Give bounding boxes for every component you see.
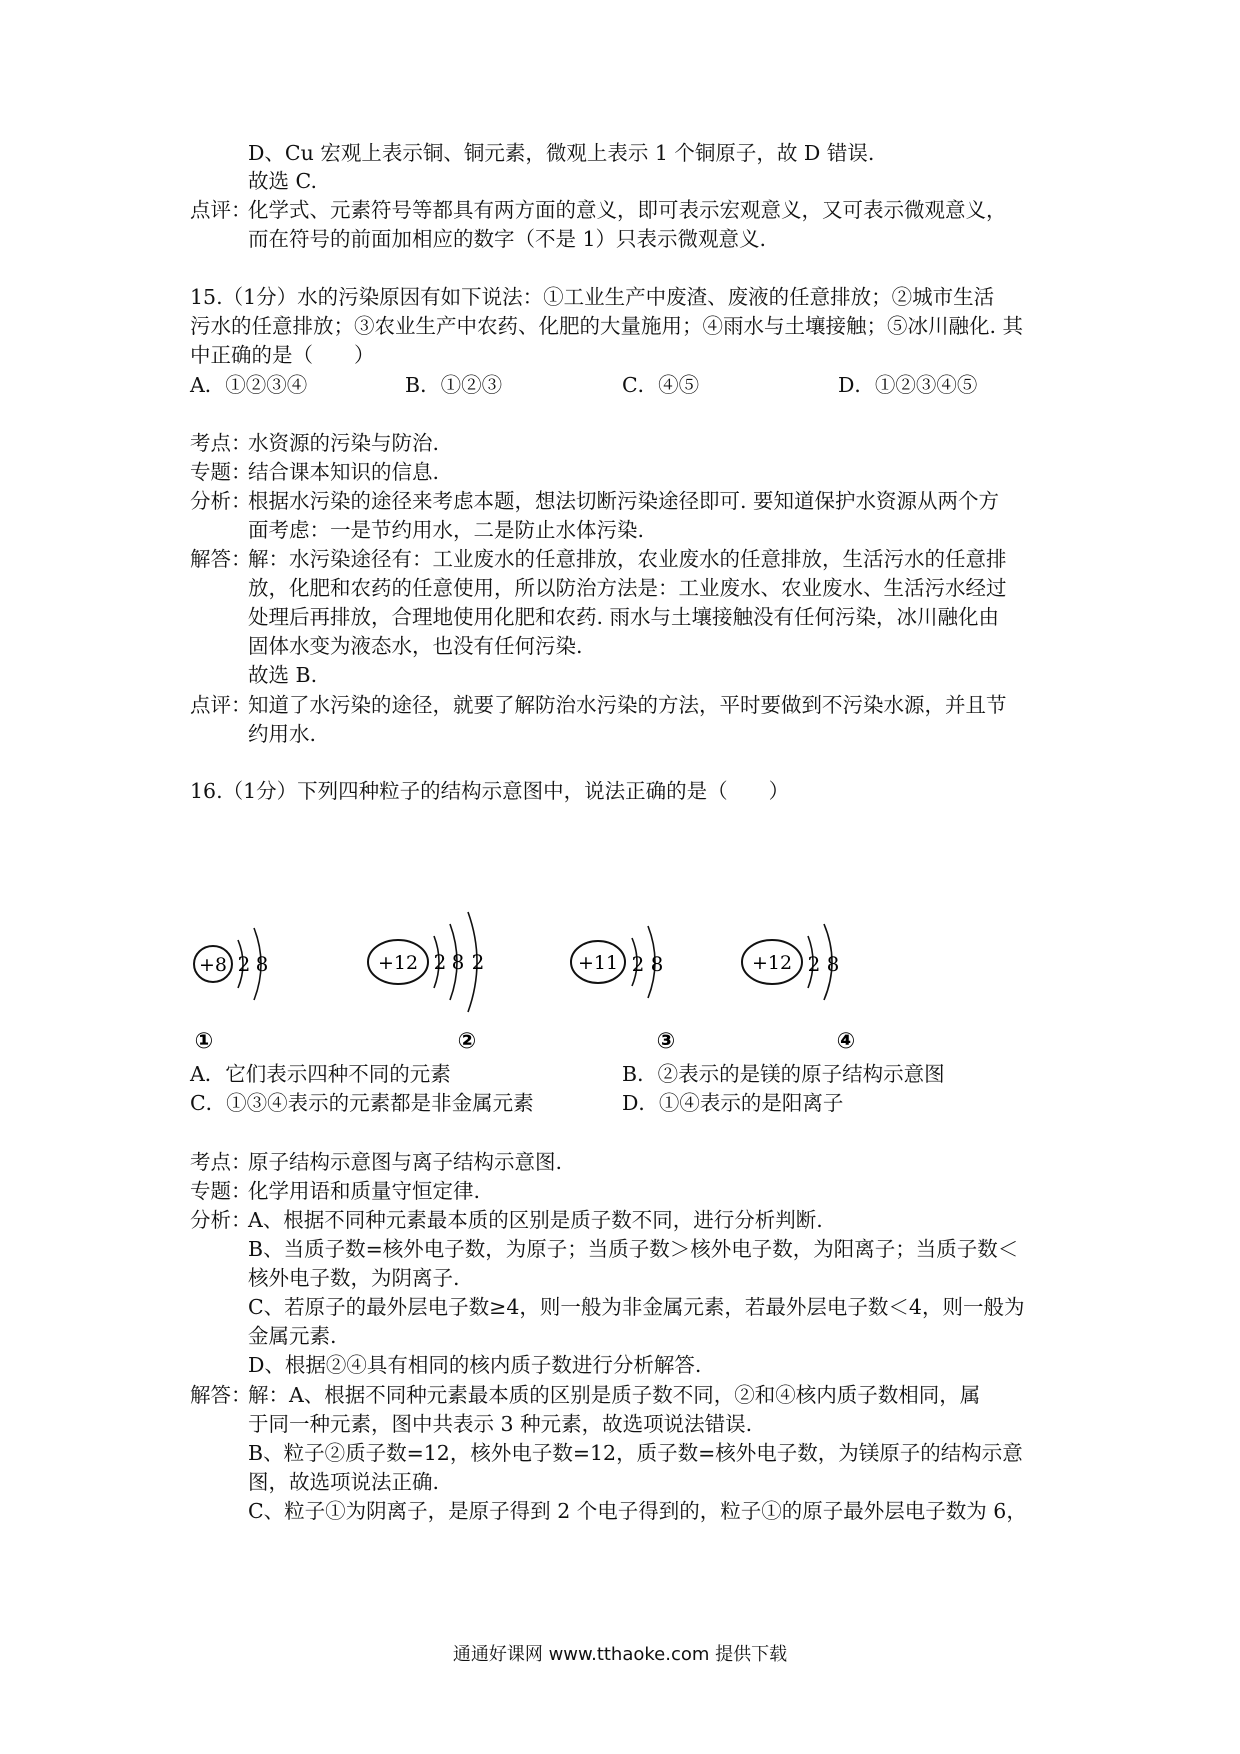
q16-kaodian-label: 考点： bbox=[190, 1150, 252, 1174]
q16-jieda-line-1: 解：A、根据不同种元素最本质的区别是质子数不同，②和④核内质子数相同，属 bbox=[248, 1383, 981, 1407]
q15-jieda-line-1: 解：水污染途径有：工业废水的任意排放，农业废水的任意排放，生活污水的任意排 bbox=[248, 547, 1007, 571]
q16-stem: 16.（1分）下列四种粒子的结构示意图中，说法正确的是（ ） bbox=[190, 779, 790, 803]
q15-stem-line-2: 污水的任意排放；③农业生产中农药、化肥的大量施用；④雨水与土壤接触；⑤冰川融化. 其 bbox=[190, 314, 1024, 338]
q15-jieda-line-3: 处理后再排放，合理地使用化肥和农药. 雨水与土壤接触没有任何污染，冰川融化由 bbox=[248, 605, 1000, 629]
particle-2-diagram bbox=[368, 912, 484, 1054]
particle-3-shell-2: 8 bbox=[650, 952, 664, 976]
q16-jieda-line-2: 于同一种元素，图中共表示 3 种元素，故选项说法错误. bbox=[248, 1412, 753, 1436]
q16-zhuanti: 化学用语和质量守恒定律. bbox=[248, 1179, 481, 1203]
q16-kaodian: 原子结构示意图与离子结构示意图. bbox=[248, 1150, 563, 1174]
q16-jieda-line-3: B、粒子②质子数=12，核外电子数=12，质子数=核外电子数，为镁原子的结构示意 bbox=[248, 1441, 1023, 1465]
particle-2-shell-1: 2 bbox=[433, 950, 447, 974]
q16-option-b: B．②表示的是镁的原子结构示意图 bbox=[622, 1062, 945, 1086]
q16-fenxi-line-1: A、根据不同种元素最本质的区别是质子数不同，进行分析判断. bbox=[248, 1208, 823, 1232]
particle-4-shell-2: 8 bbox=[826, 952, 840, 976]
particle-2-shell-3: 2 bbox=[471, 950, 485, 974]
prev-d-line: D、Cu 宏观上表示铜、铜元素，微观上表示 1 个铜原子，故 D 错误. bbox=[248, 141, 875, 165]
q15-fenxi-line-2: 面考虑：一是节约用水，二是防止水体污染. bbox=[248, 518, 645, 542]
q15-jieda-line-4: 固体水变为液态水，也没有任何污染. bbox=[248, 634, 583, 658]
q16-fenxi-line-2: B、当质子数=核外电子数，为原子；当质子数＞核外电子数，为阳离子；当质子数＜ bbox=[248, 1237, 1019, 1261]
particle-1-nucleus: +8 bbox=[198, 954, 228, 976]
q16-fenxi-line-4: C、若原子的最外层电子数≥4，则一般为非金属元素，若最外层电子数＜4，则一般为 bbox=[248, 1295, 1025, 1319]
particle-4-label: ④ bbox=[836, 1029, 856, 1054]
particle-3-diagram bbox=[571, 926, 675, 1054]
prev-comment-label: 点评： bbox=[190, 198, 252, 222]
q15-dianping-line-1: 知道了水污染的途径，就要了解防治水污染的方法，平时要做到不污染水源，并且节 bbox=[248, 693, 1007, 717]
particle-2-nucleus: +12 bbox=[377, 952, 419, 974]
q15-jieda-line-2: 放，化肥和农药的任意使用，所以防治方法是：工业废水、农业废水、生活污水经过 bbox=[248, 576, 1007, 600]
particle-2-label: ② bbox=[457, 1029, 477, 1054]
q15-stem-line-3: 中正确的是（ ） bbox=[190, 343, 375, 367]
q15-stem-line-1: 15.（1分）水的污染原因有如下说法：①工业生产中废渣、废液的任意排放；②城市生活 bbox=[190, 285, 995, 309]
particle-2-shell-2: 8 bbox=[451, 950, 465, 974]
q15-jieda-label: 解答： bbox=[190, 547, 252, 571]
particle-1-shell-1: 2 bbox=[237, 952, 251, 976]
q16-fenxi-line-6: D、根据②④具有相同的核内质子数进行分析解答. bbox=[248, 1353, 702, 1377]
particle-1-label: ① bbox=[194, 1029, 214, 1054]
prev-choose: 故选 C. bbox=[248, 169, 317, 193]
q16-fenxi-label: 分析： bbox=[190, 1208, 252, 1232]
q15-option-d: D．①②③④⑤ bbox=[838, 373, 978, 397]
q15-option-c: C．④⑤ bbox=[622, 373, 700, 397]
q16-option-a: A．它们表示四种不同的元素 bbox=[190, 1062, 451, 1086]
q16-jieda-label: 解答： bbox=[190, 1383, 252, 1407]
q16-jieda-line-5: C、粒子①为阴离子，是原子得到 2 个电子得到的，粒子①的原子最外层电子数为 6， bbox=[248, 1499, 1027, 1523]
q16-zhuanti-label: 专题： bbox=[190, 1179, 252, 1203]
q15-zhuanti: 结合课本知识的信息. bbox=[248, 460, 440, 484]
particle-1-diagram bbox=[194, 928, 268, 1054]
q15-option-b: B．①②③ bbox=[405, 373, 503, 397]
q15-jieda-line-5: 故选 B. bbox=[248, 663, 318, 687]
q15-dianping-label: 点评： bbox=[190, 693, 252, 717]
q15-fenxi-label: 分析： bbox=[190, 489, 252, 513]
q16-option-c: C．①③④表示的元素都是非金属元素 bbox=[190, 1091, 534, 1115]
q15-kaodian-label: 考点： bbox=[190, 431, 252, 455]
particle-3-shell-1: 2 bbox=[631, 952, 645, 976]
q15-option-a: A．①②③④ bbox=[190, 373, 308, 397]
q15-dianping-line-2: 约用水. bbox=[248, 722, 317, 746]
q15-kaodian: 水资源的污染与防治. bbox=[248, 431, 440, 455]
particle-3-label: ③ bbox=[656, 1029, 676, 1054]
particle-4-nucleus: +12 bbox=[751, 952, 793, 974]
particle-4-diagram bbox=[742, 924, 855, 1054]
particle-3-nucleus: +11 bbox=[577, 952, 619, 974]
prev-comment-line-2: 而在符号的前面加相应的数字（不是 1）只表示微观意义. bbox=[248, 227, 767, 251]
q16-jieda-line-4: 图，故选项说法正确. bbox=[248, 1470, 440, 1494]
q16-fenxi-line-5: 金属元素. bbox=[248, 1324, 337, 1348]
particle-structure-diagrams bbox=[180, 900, 880, 1060]
q16-fenxi-line-3: 核外电子数，为阴离子. bbox=[248, 1266, 460, 1290]
page-footer: 通通好课网 www.tthaoke.com 提供下载 bbox=[452, 1644, 788, 1665]
particle-1-shell-2: 8 bbox=[255, 952, 269, 976]
q16-option-d: D．①④表示的是阳离子 bbox=[622, 1091, 844, 1115]
particle-4-shell-1: 2 bbox=[807, 952, 821, 976]
prev-comment-line-1: 化学式、元素符号等都具有两方面的意义，即可表示宏观意义，又可表示微观意义， bbox=[248, 198, 1007, 222]
q15-fenxi-line-1: 根据水污染的途径来考虑本题，想法切断污染途径即可. 要知道保护水资源从两个方 bbox=[248, 489, 1000, 513]
q15-zhuanti-label: 专题： bbox=[190, 460, 252, 484]
